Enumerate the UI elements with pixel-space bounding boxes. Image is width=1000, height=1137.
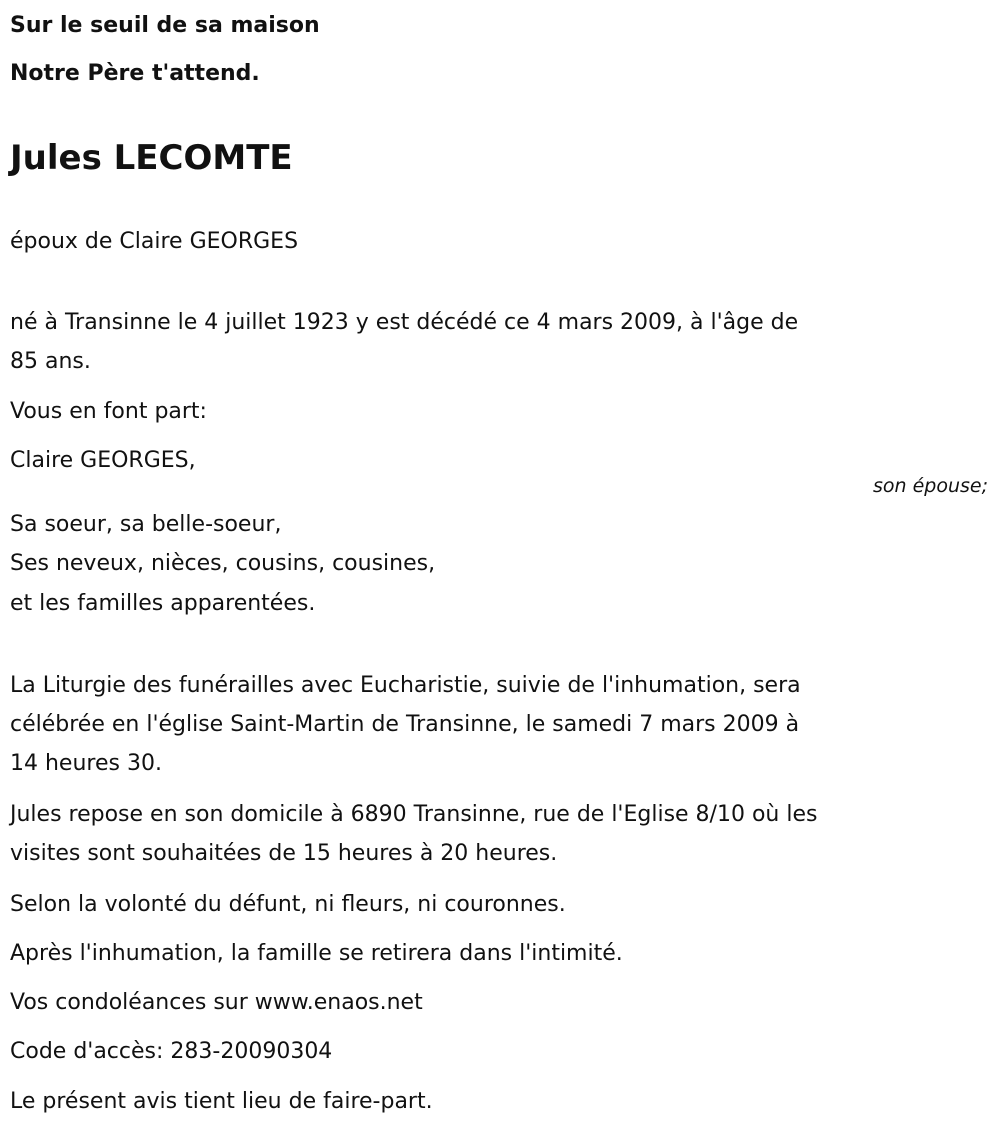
family-line-2: Ses neveux, nièces, cousins, cousines,: [10, 551, 436, 576]
announce: Vous en font part:: [10, 399, 207, 424]
after-burial: Après l'inhumation, la famille se retirera dans l'intimité.: [10, 941, 623, 966]
deceased-name: Jules LECOMTE: [10, 138, 293, 178]
spouse-line: époux de Claire GEORGES: [10, 229, 299, 254]
liturgy-line-3: 14 heures 30.: [10, 751, 162, 776]
notice: Le présent avis tient lieu de faire-part.: [10, 1089, 433, 1114]
birth-death-line-1: né à Transinne le 4 juillet 1923 y est décédé ce 4 mars 2009, à l'âge de: [10, 310, 799, 335]
spouse-role: son épouse;: [872, 475, 988, 497]
visits-line-2: visites sont souhaitées de 15 heures à 20 heures.: [10, 841, 558, 866]
flowers: Selon la volonté du défunt, ni fleurs, ni couronnes.: [10, 892, 566, 917]
liturgy-line-2: célébrée en l'église Saint-Martin de Transinne, le samedi 7 mars 2009 à: [10, 712, 800, 737]
family-line-1: Sa soeur, sa belle-soeur,: [10, 512, 282, 537]
verse-line-2: Notre Père t'attend.: [10, 61, 260, 86]
access-code: Code d'accès: 283-20090304: [10, 1039, 333, 1064]
birth-death-line-2: 85 ans.: [10, 349, 91, 374]
liturgy-line-1: La Liturgie des funérailles avec Eucharistie, suivie de l'inhumation, sera: [10, 673, 801, 698]
family-line-3: et les familles apparentées.: [10, 591, 316, 616]
spouse-name: Claire GEORGES,: [10, 448, 196, 473]
visits-line-1: Jules repose en son domicile à 6890 Transinne, rue de l'Eglise 8/10 où les: [10, 802, 818, 827]
verse-line-1: Sur le seuil de sa maison: [10, 13, 320, 38]
condolences: Vos condoléances sur www.enaos.net: [10, 990, 423, 1015]
